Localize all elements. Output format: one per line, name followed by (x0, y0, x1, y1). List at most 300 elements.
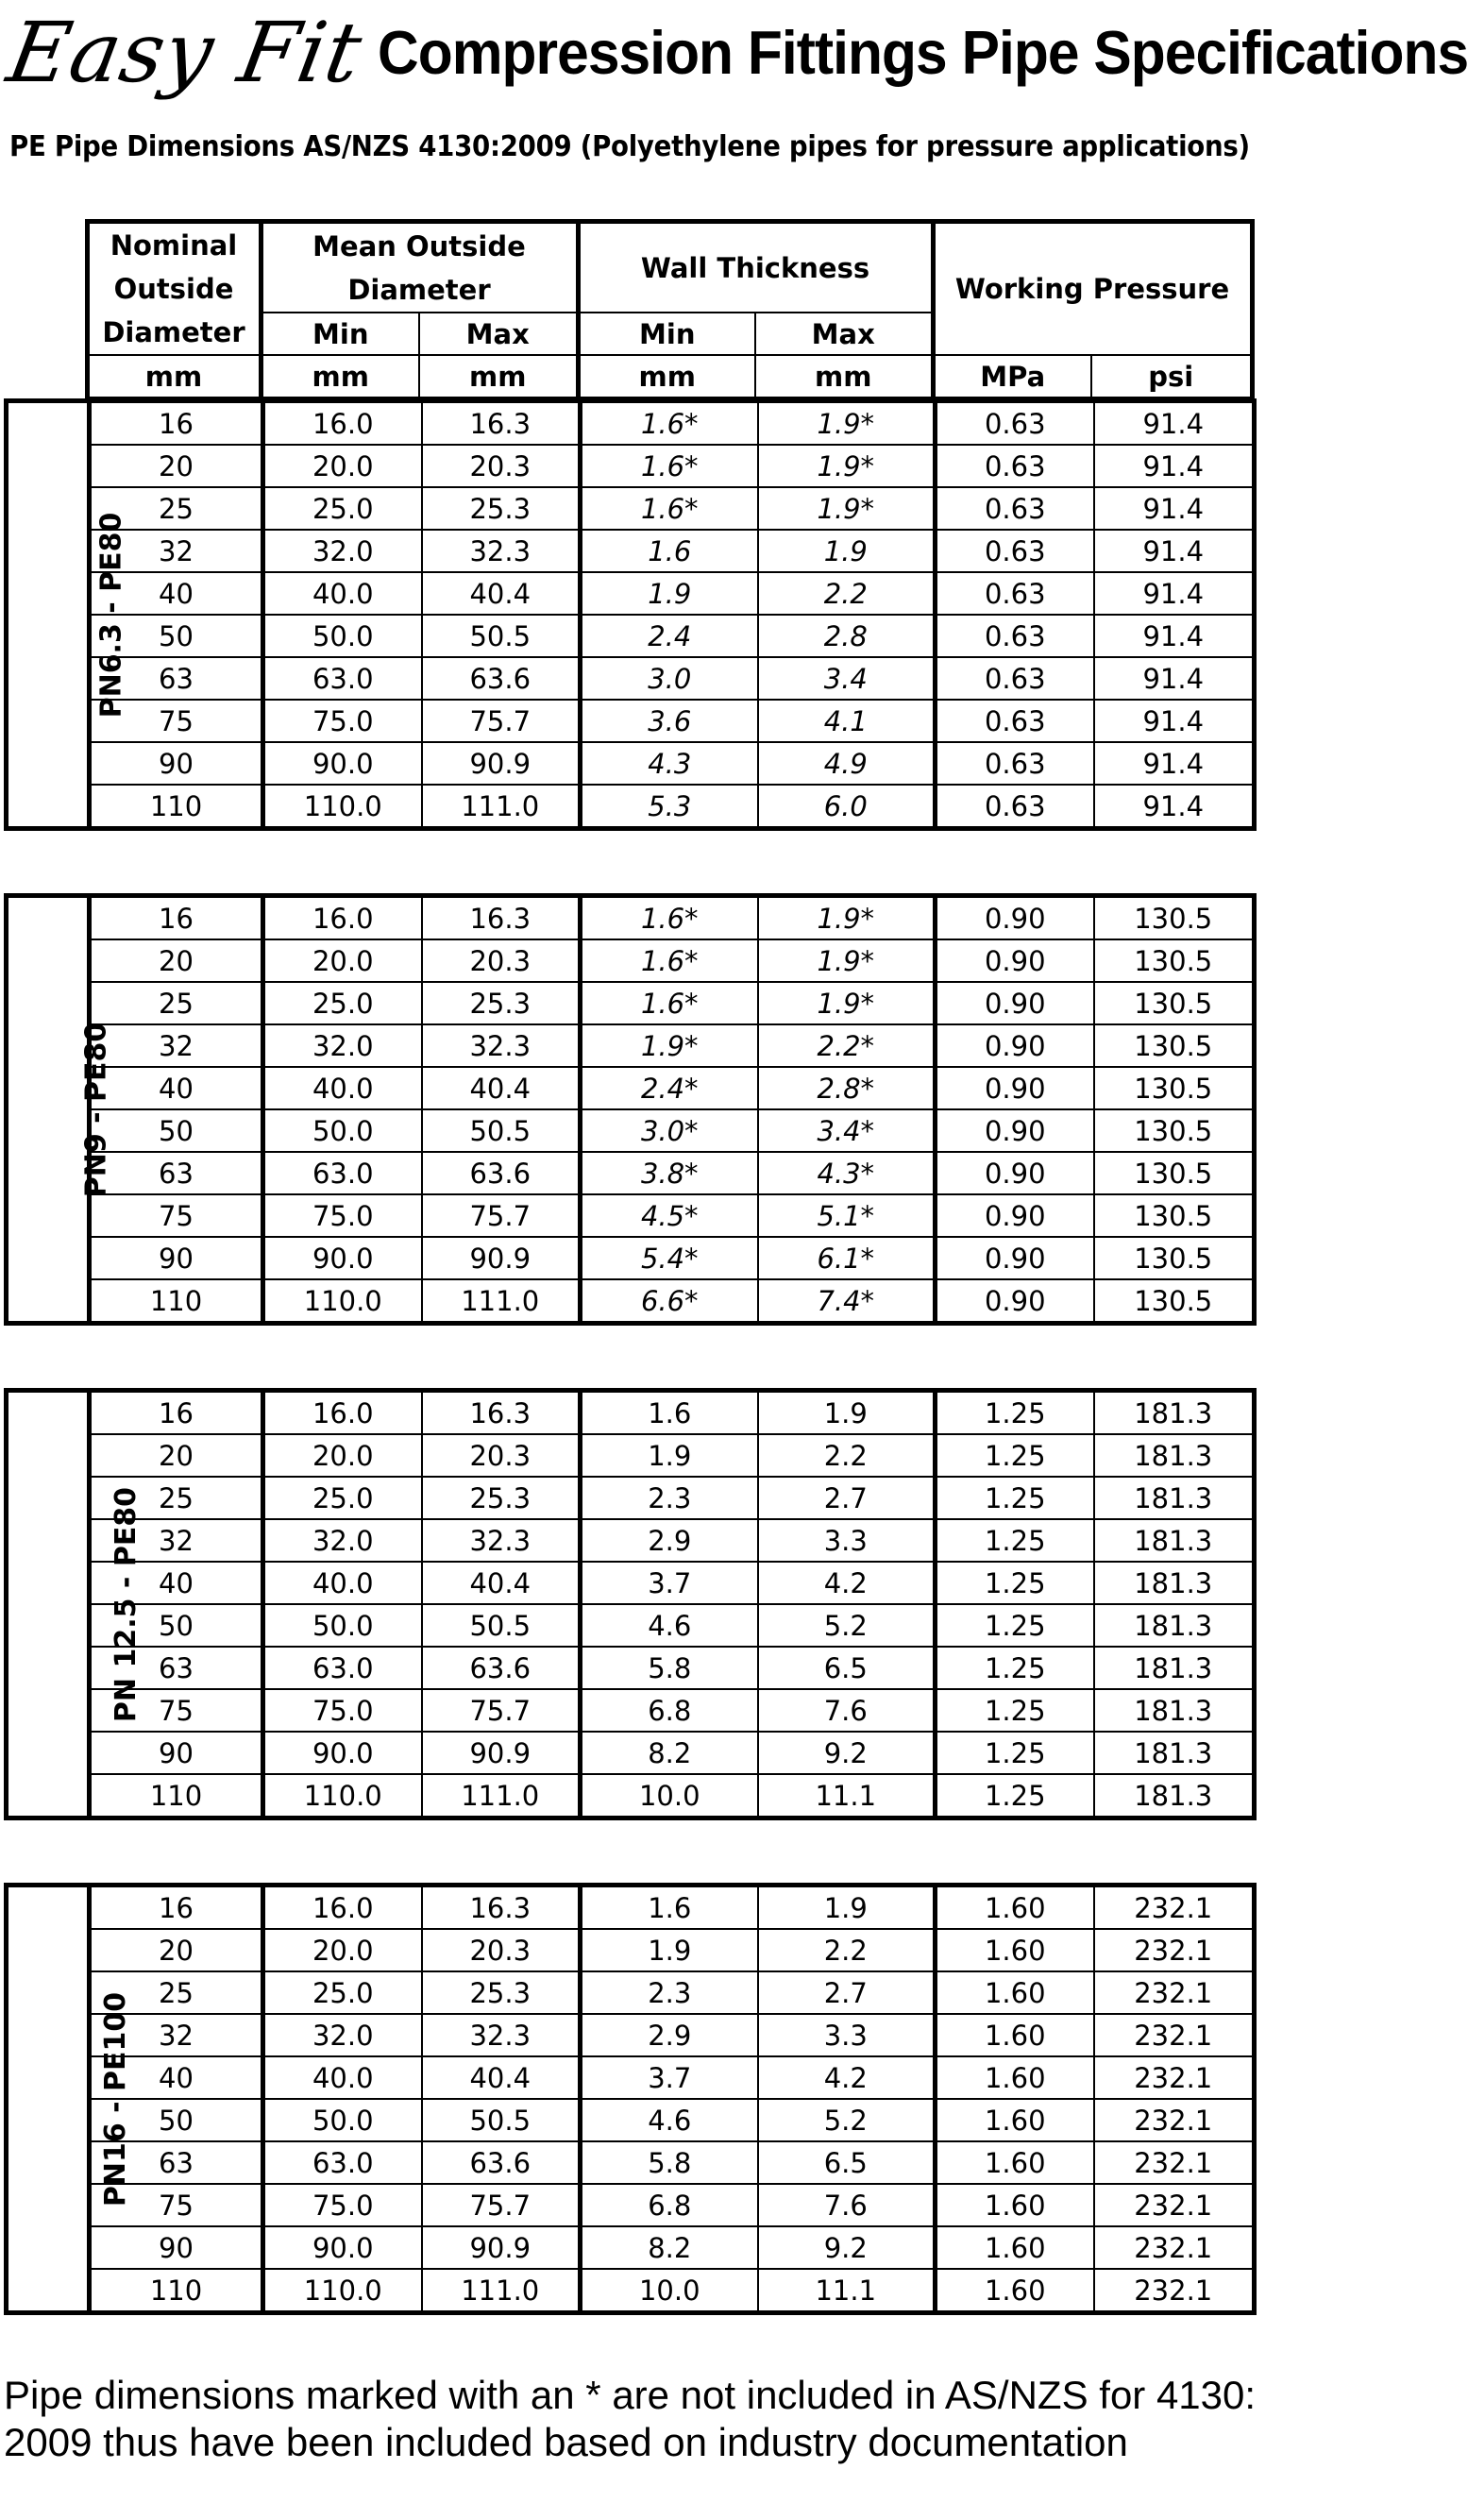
table-cell: 63 (90, 657, 263, 700)
unit-mm: mm (419, 355, 578, 397)
table-cell: 1.9* (758, 939, 936, 982)
section-label (7, 401, 128, 829)
table-cell: 0.63 (936, 742, 1094, 785)
table-cell: 232.1 (1094, 2141, 1255, 2184)
table-row (7, 1774, 1255, 1818)
table-cell: 90 (90, 1237, 263, 1279)
table-cell: 1.25 (936, 1604, 1094, 1647)
table-cell: 16.3 (422, 1886, 581, 1930)
table-cell: 20 (90, 939, 263, 982)
table-cell: 6.6* (581, 1279, 758, 1324)
table-cell: 32.0 (263, 2014, 422, 2056)
table-cell: 1.25 (936, 1647, 1094, 1689)
table-cell: 1.60 (936, 2099, 1094, 2141)
page-title: Compression Fittings Pipe Specifications (378, 17, 1468, 87)
table-row (7, 1194, 1255, 1237)
table-cell: 130.5 (1094, 1194, 1255, 1237)
table-row (7, 2269, 1255, 2313)
table-cell: 181.3 (1094, 1689, 1255, 1732)
table-cell: 6.8 (581, 2184, 758, 2226)
table-cell: 2.7 (758, 1477, 936, 1519)
table-cell: 3.8* (581, 1152, 758, 1194)
table-cell: 16.3 (422, 401, 581, 446)
table-cell: 90.9 (422, 1732, 581, 1774)
section-table (4, 1388, 1257, 1820)
table-cell: 75.7 (422, 1689, 581, 1732)
table-cell: 8.2 (581, 2226, 758, 2269)
table-cell: 20 (90, 1434, 263, 1477)
table-cell: 16.0 (263, 896, 422, 940)
table-row (7, 1024, 1255, 1067)
table-cell: 232.1 (1094, 2056, 1255, 2099)
table-cell: 181.3 (1094, 1604, 1255, 1647)
wall-thickness-header: Wall Thickness (578, 222, 933, 313)
table-cell: 1.6* (581, 939, 758, 982)
table-cell: 1.25 (936, 1562, 1094, 1604)
table-cell: 2.9 (581, 1519, 758, 1562)
table-cell: 32.3 (422, 1024, 581, 1067)
table-cell: 6.8 (581, 1689, 758, 1732)
table-cell: 91.4 (1094, 401, 1255, 446)
table-cell: 1.60 (936, 1971, 1094, 2014)
table-row (7, 1067, 1255, 1109)
table-cell: 91.4 (1094, 445, 1255, 487)
table-cell: 4.2 (758, 1562, 936, 1604)
table-cell: 0.63 (936, 657, 1094, 700)
table-cell: 0.63 (936, 401, 1094, 446)
table-cell: 75 (90, 1689, 263, 1732)
section-label-text: PN6.3 - PE80 (94, 512, 128, 718)
table-cell: 0.63 (936, 572, 1094, 615)
table-cell: 32 (90, 2014, 263, 2056)
table-cell: 1.6* (581, 982, 758, 1024)
table-cell: 2.2 (758, 572, 936, 615)
table-cell: 40.4 (422, 1562, 581, 1604)
table-cell: 63.6 (422, 1647, 581, 1689)
table-cell: 90 (90, 742, 263, 785)
footnote: Pipe dimensions marked with an * are not included in AS/NZS for 4130: 2009 thus have been included based on industry documentation (4, 2373, 1257, 2464)
table-cell: 3.6 (581, 700, 758, 742)
table-cell: 32.0 (263, 1519, 422, 1562)
table-cell: 110.0 (263, 1774, 422, 1818)
table-cell: 0.90 (936, 1152, 1094, 1194)
table-cell: 50.5 (422, 1604, 581, 1647)
table-cell: 181.3 (1094, 1519, 1255, 1562)
table-cell: 63.6 (422, 657, 581, 700)
table-cell: 40.4 (422, 2056, 581, 2099)
table-cell: 32.3 (422, 2014, 581, 2056)
table-cell: 91.4 (1094, 700, 1255, 742)
table-cell: 63.0 (263, 657, 422, 700)
table-row (7, 1237, 1255, 1279)
table-row (7, 2226, 1255, 2269)
table-cell: 63.0 (263, 2141, 422, 2184)
table-cell: 1.60 (936, 1886, 1094, 1930)
table-cell: 1.9* (758, 445, 936, 487)
table-row (7, 1152, 1255, 1194)
table-cell: 181.3 (1094, 1562, 1255, 1604)
table-cell: 32.3 (422, 1519, 581, 1562)
table-cell: 9.2 (758, 2226, 936, 2269)
table-cell: 1.9* (758, 982, 936, 1024)
section-label-text: PN9 - PE80 (79, 1022, 113, 1197)
table-cell: 110.0 (263, 1279, 422, 1324)
working-pressure-header: Working Pressure (933, 222, 1252, 356)
table-cell: 2.8* (758, 1067, 936, 1109)
table-cell: 63.6 (422, 2141, 581, 2184)
table-row (7, 445, 1255, 487)
table-row (7, 1519, 1255, 1562)
table-cell: 75 (90, 1194, 263, 1237)
table-cell: 1.9* (758, 896, 936, 940)
table-cell: 63 (90, 1152, 263, 1194)
table-cell: 91.4 (1094, 742, 1255, 785)
table-cell: 2.9 (581, 2014, 758, 2056)
mean-od-header: Mean Outside Diameter (261, 222, 578, 313)
table-cell: 0.90 (936, 1194, 1094, 1237)
table-cell: 40.0 (263, 1562, 422, 1604)
table-cell: 25 (90, 982, 263, 1024)
table-cell: 5.1* (758, 1194, 936, 1237)
table-cell: 1.60 (936, 1929, 1094, 1971)
table-cell: 25 (90, 1971, 263, 2014)
table-cell: 91.4 (1094, 572, 1255, 615)
table-cell: 90.0 (263, 1237, 422, 1279)
table-cell: 130.5 (1094, 1109, 1255, 1152)
table-cell: 25 (90, 487, 263, 530)
table-cell: 6.5 (758, 2141, 936, 2184)
table-cell: 232.1 (1094, 1929, 1255, 1971)
table-cell: 130.5 (1094, 982, 1255, 1024)
table-cell: 20.0 (263, 445, 422, 487)
table-cell: 232.1 (1094, 2269, 1255, 2313)
table-cell: 7.6 (758, 1689, 936, 1732)
table-cell: 181.3 (1094, 1732, 1255, 1774)
table-row (7, 2014, 1255, 2056)
table-cell: 2.8 (758, 615, 936, 657)
table-cell: 1.6* (581, 487, 758, 530)
table-cell: 0.90 (936, 1024, 1094, 1067)
table-cell: 110.0 (263, 785, 422, 829)
unit-mm: mm (261, 355, 419, 397)
table-cell: 4.5* (581, 1194, 758, 1237)
table-cell: 63 (90, 2141, 263, 2184)
table-cell: 63 (90, 1647, 263, 1689)
table-cell: 5.2 (758, 2099, 936, 2141)
table-cell: 2.4* (581, 1067, 758, 1109)
table-cell: 6.5 (758, 1647, 936, 1689)
table-cell: 50.5 (422, 2099, 581, 2141)
table-cell: 25.3 (422, 982, 581, 1024)
table-cell: 20.0 (263, 1929, 422, 1971)
table-row (7, 1689, 1255, 1732)
table-cell: 40 (90, 572, 263, 615)
table-cell: 91.4 (1094, 615, 1255, 657)
table-cell: 6.0 (758, 785, 936, 829)
unit-mm: mm (755, 355, 933, 397)
table-cell: 50.5 (422, 615, 581, 657)
table-row (7, 530, 1255, 572)
table-cell: 0.63 (936, 700, 1094, 742)
table-cell: 1.9 (581, 1929, 758, 1971)
table-cell: 1.25 (936, 1519, 1094, 1562)
table-cell: 1.6* (581, 896, 758, 940)
table-cell: 1.9* (758, 401, 936, 446)
table-cell: 1.60 (936, 2226, 1094, 2269)
table-cell: 0.90 (936, 1279, 1094, 1324)
table-cell: 7.6 (758, 2184, 936, 2226)
table-cell: 16.3 (422, 896, 581, 940)
table-cell: 63.6 (422, 1152, 581, 1194)
table-cell: 130.5 (1094, 1067, 1255, 1109)
table-cell: 11.1 (758, 2269, 936, 2313)
table-cell: 1.25 (936, 1477, 1094, 1519)
table-cell: 20.0 (263, 1434, 422, 1477)
table-cell: 0.90 (936, 1237, 1094, 1279)
table-row (7, 1279, 1255, 1324)
table-cell: 4.2 (758, 2056, 936, 2099)
table-cell: 25 (90, 1477, 263, 1519)
section-table (4, 398, 1257, 831)
table-cell: 130.5 (1094, 1152, 1255, 1194)
table-cell: 40.0 (263, 1067, 422, 1109)
table-cell: 1.25 (936, 1434, 1094, 1477)
table-cell: 0.63 (936, 487, 1094, 530)
table-cell: 2.2* (758, 1024, 936, 1067)
table-row (7, 2099, 1255, 2141)
table-cell: 16.0 (263, 1886, 422, 1930)
table-cell: 2.3 (581, 1477, 758, 1519)
table-cell: 3.4* (758, 1109, 936, 1152)
table-cell: 3.4 (758, 657, 936, 700)
table-cell: 1.9 (758, 1391, 936, 1435)
table-cell: 63.0 (263, 1647, 422, 1689)
table-cell: 20.3 (422, 939, 581, 982)
table-cell: 181.3 (1094, 1391, 1255, 1435)
table-row (7, 1971, 1255, 2014)
page-subtitle: PE Pipe Dimensions AS/NZS 4130:2009 (Polyethylene pipes for pressure applications) (9, 130, 1250, 163)
table-row (7, 657, 1255, 700)
table-row (7, 2141, 1255, 2184)
table-cell: 25.0 (263, 1477, 422, 1519)
table-cell: 130.5 (1094, 896, 1255, 940)
table-cell: 1.9 (758, 1886, 936, 1930)
table-cell: 40.0 (263, 572, 422, 615)
table-cell: 40 (90, 1067, 263, 1109)
table-cell: 110 (90, 785, 263, 829)
unit-mm: mm (87, 355, 261, 397)
table-cell: 90.0 (263, 2226, 422, 2269)
table-cell: 91.4 (1094, 487, 1255, 530)
spec-table-header (4, 219, 1255, 398)
table-cell: 232.1 (1094, 1971, 1255, 2014)
table-cell: 16.3 (422, 1391, 581, 1435)
table-cell: 40 (90, 1562, 263, 1604)
table-cell: 16.0 (263, 401, 422, 446)
table-cell: 5.2 (758, 1604, 936, 1647)
table-cell: 40 (90, 2056, 263, 2099)
table-cell: 40.4 (422, 1067, 581, 1109)
table-cell: 32 (90, 1519, 263, 1562)
unit-psi: psi (1091, 355, 1252, 397)
table-cell: 1.25 (936, 1732, 1094, 1774)
table-cell: 1.60 (936, 2056, 1094, 2099)
title-row (0, 0, 1468, 104)
section-label (7, 896, 113, 1324)
table-cell: 5.3 (581, 785, 758, 829)
table-cell: 130.5 (1094, 1024, 1255, 1067)
table-cell: 111.0 (422, 1279, 581, 1324)
table-cell: 25.3 (422, 1477, 581, 1519)
table-cell: 1.6 (581, 530, 758, 572)
table-cell: 4.6 (581, 1604, 758, 1647)
table-row (7, 1434, 1255, 1477)
table-cell: 4.3* (758, 1152, 936, 1194)
table-cell: 90 (90, 2226, 263, 2269)
table-row (7, 1604, 1255, 1647)
table-cell: 1.9 (581, 572, 758, 615)
table-row (7, 785, 1255, 829)
table-cell: 1.9 (758, 530, 936, 572)
table-row (7, 572, 1255, 615)
table-cell: 130.5 (1094, 1279, 1255, 1324)
table-cell: 232.1 (1094, 2226, 1255, 2269)
table-cell: 5.4* (581, 1237, 758, 1279)
table-row (7, 1477, 1255, 1519)
table-cell: 232.1 (1094, 2014, 1255, 2056)
table-cell: 50 (90, 1604, 263, 1647)
table-cell: 90.9 (422, 1237, 581, 1279)
table-cell: 0.63 (936, 530, 1094, 572)
table-cell: 4.9 (758, 742, 936, 785)
table-cell: 1.60 (936, 2141, 1094, 2184)
table-row (7, 401, 1255, 446)
table-cell: 40.0 (263, 2056, 422, 2099)
table-cell: 1.6 (581, 1391, 758, 1435)
table-cell: 25.3 (422, 1971, 581, 2014)
table-row (7, 939, 1255, 982)
table-cell: 110 (90, 1774, 263, 1818)
table-cell: 232.1 (1094, 1886, 1255, 1930)
table-row (7, 615, 1255, 657)
table-cell: 1.6 (581, 1886, 758, 1930)
easy-fit-logo: Easy Fit (0, 3, 370, 101)
table-cell: 16 (90, 401, 263, 446)
table-row (7, 700, 1255, 742)
table-cell: 5.8 (581, 1647, 758, 1689)
table-cell: 1.9* (758, 487, 936, 530)
table-cell: 90.9 (422, 742, 581, 785)
table-cell: 50.0 (263, 2099, 422, 2141)
mod-max-header: Max (419, 313, 578, 355)
table-cell: 232.1 (1094, 2184, 1255, 2226)
table-cell: 32 (90, 530, 263, 572)
table-cell: 75.7 (422, 1194, 581, 1237)
table-cell: 1.25 (936, 1689, 1094, 1732)
table-cell: 1.60 (936, 2014, 1094, 2056)
table-cell: 20 (90, 1929, 263, 1971)
table-cell: 3.3 (758, 2014, 936, 2056)
table-cell: 111.0 (422, 785, 581, 829)
table-cell: 5.8 (581, 2141, 758, 2184)
table-cell: 63.0 (263, 1152, 422, 1194)
table-cell: 50.5 (422, 1109, 581, 1152)
table-row (7, 2056, 1255, 2099)
table-cell: 110.0 (263, 2269, 422, 2313)
table-cell: 91.4 (1094, 657, 1255, 700)
section-table (4, 1883, 1257, 2315)
table-row (7, 1886, 1255, 1930)
table-cell: 32 (90, 1024, 263, 1067)
table-cell: 1.60 (936, 2184, 1094, 2226)
table-cell: 90.0 (263, 1732, 422, 1774)
table-cell: 90 (90, 1732, 263, 1774)
table-cell: 130.5 (1094, 939, 1255, 982)
table-cell: 181.3 (1094, 1477, 1255, 1519)
table-cell: 7.4* (758, 1279, 936, 1324)
table-cell: 75.0 (263, 2184, 422, 2226)
table-cell: 0.90 (936, 982, 1094, 1024)
unit-mm: mm (578, 355, 755, 397)
table-cell: 2.2 (758, 1434, 936, 1477)
table-cell: 16.0 (263, 1391, 422, 1435)
table-cell: 0.90 (936, 896, 1094, 940)
table-cell: 50 (90, 1109, 263, 1152)
table-cell: 3.0* (581, 1109, 758, 1152)
section-label-text: PN16 - PE100 (99, 1991, 133, 2207)
table-cell: 1.6* (581, 445, 758, 487)
table-cell: 181.3 (1094, 1434, 1255, 1477)
table-cell: 75 (90, 700, 263, 742)
table-cell: 11.1 (758, 1774, 936, 1818)
table-cell: 1.9* (581, 1024, 758, 1067)
section-label-text: PN 12.5 - PE80 (110, 1486, 143, 1722)
table-cell: 0.90 (936, 939, 1094, 982)
table-cell: 50.0 (263, 615, 422, 657)
table-row (7, 1732, 1255, 1774)
table-cell: 1.9 (581, 1434, 758, 1477)
table-cell: 91.4 (1094, 530, 1255, 572)
table-cell: 32.0 (263, 1024, 422, 1067)
table-cell: 50.0 (263, 1604, 422, 1647)
table-row (7, 487, 1255, 530)
table-cell: 2.3 (581, 1971, 758, 2014)
table-cell: 25.0 (263, 487, 422, 530)
table-cell: 9.2 (758, 1732, 936, 1774)
section-label (7, 1886, 133, 2313)
table-cell: 90.9 (422, 2226, 581, 2269)
table-cell: 4.3 (581, 742, 758, 785)
table-cell: 32.0 (263, 530, 422, 572)
table-cell: 110 (90, 1279, 263, 1324)
section-label (7, 1391, 143, 1818)
table-row (7, 2184, 1255, 2226)
table-row (7, 982, 1255, 1024)
table-row (7, 1562, 1255, 1604)
table-cell: 40.4 (422, 572, 581, 615)
table-cell: 50 (90, 615, 263, 657)
table-row (7, 1647, 1255, 1689)
table-cell: 25.0 (263, 1971, 422, 2014)
table-cell: 2.7 (758, 1971, 936, 2014)
table-cell: 50 (90, 2099, 263, 2141)
table-cell: 3.7 (581, 1562, 758, 1604)
table-cell: 16 (90, 1886, 263, 1930)
table-cell: 0.63 (936, 445, 1094, 487)
table-cell: 20.0 (263, 939, 422, 982)
section-table (4, 893, 1257, 1326)
wall-max-header: Max (755, 313, 933, 355)
